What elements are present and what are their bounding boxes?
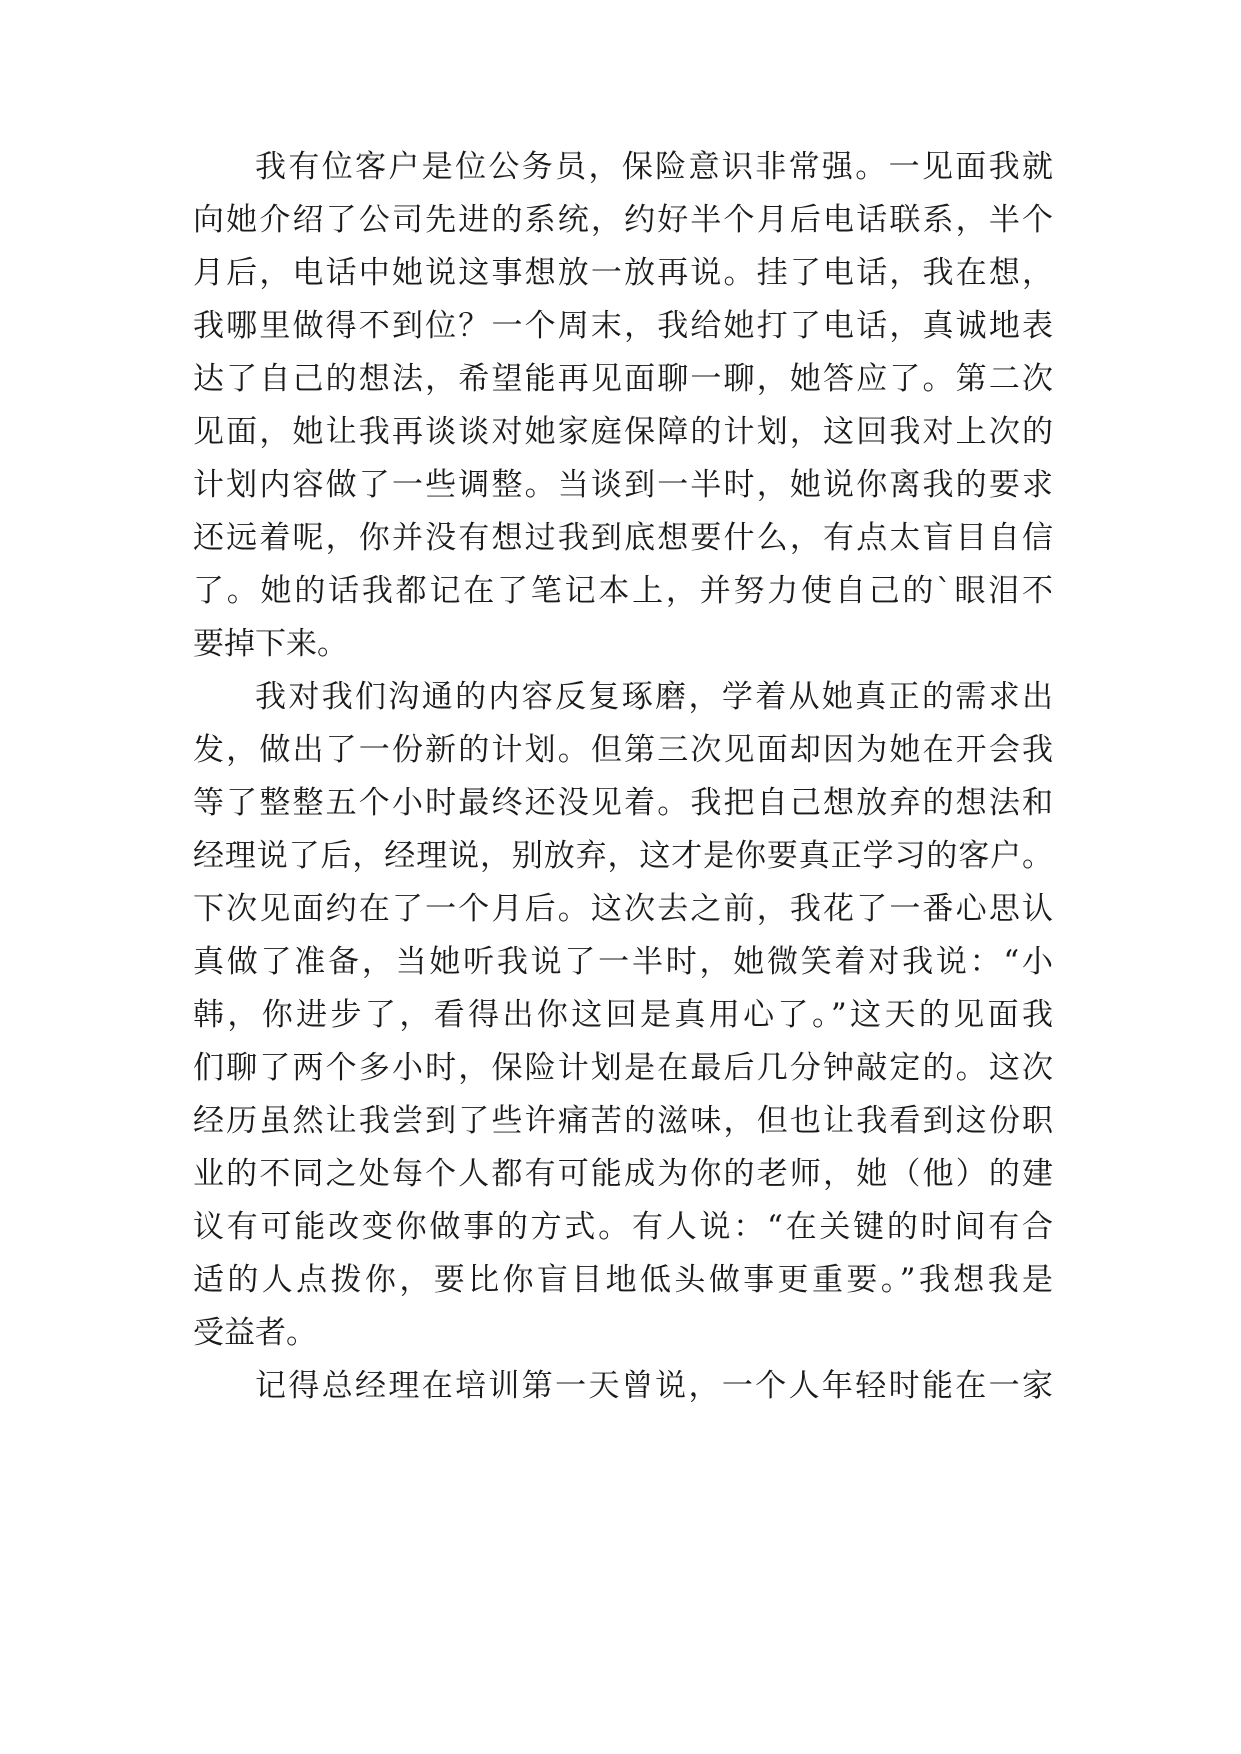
paragraph-1-line-6: 见面，她让我再谈谈对她家庭保障的计划，这回我对上次的 bbox=[193, 414, 1053, 450]
paragraph-3-line-1: 记得总经理在培训第一天曾说，一个人年轻时能在一家 bbox=[255, 1368, 1053, 1404]
paragraph-2-line-11: 议有可能改变你做事的方式。有人说：“在关键的时间有合 bbox=[193, 1209, 1053, 1245]
paragraph-2-line-12: 适的人点拨你，要比你盲目地低头做事更重要。”我想我是 bbox=[193, 1262, 1053, 1298]
paragraph-1-line-5: 达了自己的想法，希望能再见面聊一聊，她答应了。第二次 bbox=[193, 361, 1053, 397]
paragraph-1-line-3: 月后，电话中她说这事想放一放再说。挂了电话，我在想， bbox=[193, 255, 1053, 291]
paragraph-2-line-10: 业的不同之处每个人都有可能成为你的老师，她（他）的建 bbox=[193, 1156, 1053, 1192]
paragraph-2-line-6: 真做了准备，当她听我说了一半时，她微笑着对我说：“小 bbox=[193, 944, 1053, 980]
paragraph-1-line-2: 向她介绍了公司先进的系统，约好半个月后电话联系，半个 bbox=[193, 202, 1053, 238]
paragraph-1-line-4: 我哪里做得不到位？一个周末，我给她打了电话，真诚地表 bbox=[193, 308, 1053, 344]
paragraph-2-line-1: 我对我们沟通的内容反复琢磨，学着从她真正的需求出 bbox=[255, 679, 1053, 715]
paragraph-1-line-1: 我有位客户是位公务员，保险意识非常强。一见面我就 bbox=[255, 149, 1053, 185]
paragraph-2-line-4: 经理说了后，经理说，别放弃，这才是你要真正学习的客户。 bbox=[193, 838, 1053, 874]
paragraph-2-line-8: 们聊了两个多小时，保险计划是在最后几分钟敲定的。这次 bbox=[193, 1050, 1053, 1086]
paragraph-2-line-13: 受益者。 bbox=[193, 1315, 317, 1351]
paragraph-2-line-9: 经历虽然让我尝到了些许痛苦的滋味，但也让我看到这份职 bbox=[193, 1103, 1053, 1139]
paragraph-1-line-10: 要掉下来。 bbox=[193, 626, 348, 662]
paragraph-1-line-9: 了。她的话我都记在了笔记本上，并努力使自己的`眼泪不 bbox=[193, 573, 1053, 609]
paragraph-2-line-7: 韩，你进步了，看得出你这回是真用心了。”这天的见面我 bbox=[193, 997, 1053, 1033]
paragraph-1-line-8: 还远着呢，你并没有想过我到底想要什么，有点太盲目自信 bbox=[193, 520, 1053, 556]
paragraph-2-line-5: 下次见面约在了一个月后。这次去之前，我花了一番心思认 bbox=[193, 891, 1053, 927]
paragraph-2-line-2: 发，做出了一份新的计划。但第三次见面却因为她在开会我 bbox=[193, 732, 1053, 768]
paragraph-1-line-7: 计划内容做了一些调整。当谈到一半时，她说你离我的要求 bbox=[193, 467, 1053, 503]
paragraph-2-line-3: 等了整整五个小时最终还没见着。我把自己想放弃的想法和 bbox=[193, 785, 1053, 821]
